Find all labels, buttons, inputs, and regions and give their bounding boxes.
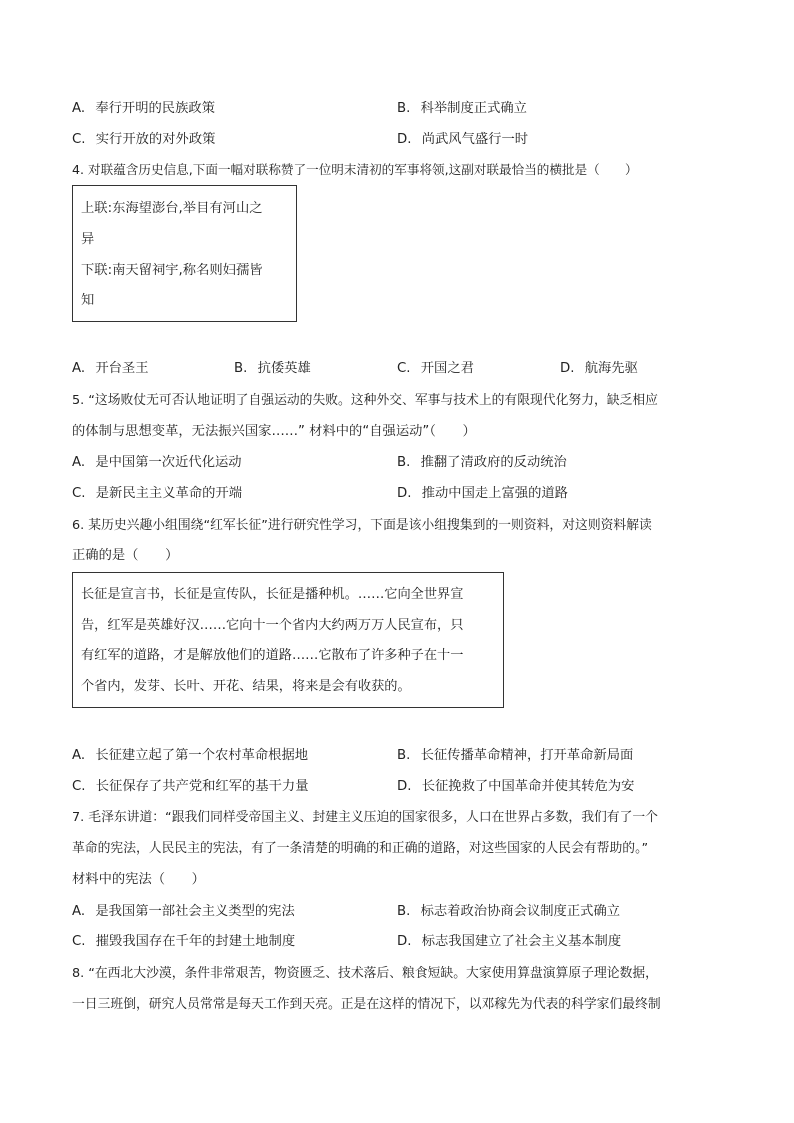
q7-option-c[interactable] — [72, 932, 295, 952]
option-text: 摧毁我国存在千年的封建土地制度 — [95, 934, 296, 949]
q4-option-c[interactable] — [397, 359, 474, 379]
option-text: 标志我国建立了社会主义基本制度 — [421, 934, 622, 949]
q6-option-c[interactable] — [72, 777, 309, 797]
option-letter: A. — [72, 904, 86, 919]
option-letter: D. — [397, 934, 412, 949]
q7-option-d[interactable] — [397, 932, 621, 952]
option-letter: B. — [397, 904, 411, 919]
q5-option-c[interactable] — [72, 484, 242, 504]
option-text: 开国之君 — [420, 361, 474, 376]
q5-option-b[interactable] — [397, 453, 567, 473]
option-letter: A. — [72, 455, 86, 470]
option-letter: D. — [397, 486, 412, 501]
option-letter: B. — [397, 748, 411, 763]
option-letter: A. — [72, 101, 86, 116]
q4-couplet-box — [72, 185, 297, 322]
q4-option-b[interactable] — [234, 359, 311, 379]
option-text: 长征建立起了第一个农村革命根据地 — [95, 748, 309, 763]
q3-option-c[interactable] — [72, 130, 215, 150]
q6-box-line: 长征是宣言书，长征是宣传队，长征是播种机。……它向全世界宣 — [81, 587, 464, 602]
option-letter: C. — [72, 779, 86, 794]
option-letter: D. — [397, 779, 412, 794]
q7-option-a[interactable] — [72, 902, 295, 922]
option-text: 是我国第一部社会主义类型的宪法 — [95, 904, 295, 919]
q7-option-b[interactable] — [397, 902, 620, 922]
option-text: 科举制度正式确立 — [420, 101, 527, 116]
option-text: 标志着政治协商会议制度正式确立 — [420, 904, 621, 919]
q4-box-line: 异 — [81, 232, 95, 247]
option-text: 推翻了清政府的反动统治 — [420, 455, 567, 470]
option-letter: B. — [397, 101, 411, 116]
option-text: 航海先驱 — [584, 361, 638, 376]
option-letter: B. — [397, 455, 411, 470]
option-letter: B. — [234, 361, 248, 376]
q6-box-line: 个省内，发芽、长叶、开花、结果，将来是会有收获的。 — [81, 679, 411, 694]
q4-stem: 4. 对联蕴含历史信息,下面一幅对联称赞了一位明末清初的军事将领,这副对联最恰当的横批是（ ） — [72, 162, 638, 177]
option-text: 实行开放的对外政策 — [95, 132, 216, 147]
q4-box-line: 下联:南天留祠宇,称名则妇孺皆 — [81, 263, 263, 278]
q3-option-d[interactable] — [397, 130, 528, 150]
option-text: 长征挽救了中国革命并使其转危为安 — [421, 779, 635, 794]
q4-option-a[interactable] — [72, 359, 149, 379]
q5-option-d[interactable] — [397, 484, 568, 504]
option-letter: C. — [72, 486, 86, 501]
q5-stem-line: 5. “这场败仗无可否认地证明了自强运动的失败。这种外交、军事与技术上的有限现代化努力，缺乏相应 — [72, 393, 658, 408]
option-text: 抗倭英雄 — [257, 361, 311, 376]
option-letter: D. — [560, 361, 575, 376]
q5-stem-line: 的体制与思想变革，无法振兴国家……” 材料中的“自强运动”（ ） — [72, 424, 476, 439]
option-text: 是新民主主义革命的开端 — [95, 486, 243, 501]
q6-box-line: 有红军的道路，才是解放他们的道路……它散布了许多种子在十一 — [81, 648, 464, 663]
option-text: 长征保存了共产党和红军的基干力量 — [95, 779, 309, 794]
option-text: 长征传播革命精神，打开革命新局面 — [420, 748, 634, 763]
q5-option-a[interactable] — [72, 453, 242, 473]
q4-option-d[interactable] — [560, 359, 638, 379]
q6-box-line: 告，红军是英雄好汉……它向十一个省内大约两万万人民宣布，只 — [81, 618, 464, 633]
q4-box-line: 知 — [81, 293, 95, 308]
q6-option-d[interactable] — [397, 777, 634, 797]
q4-box-line: 上联:东海望澎台,举目有河山之 — [81, 201, 263, 216]
q3-option-b[interactable] — [397, 99, 527, 119]
q7-stem-line: 7. 毛泽东讲道：“跟我们同样受帝国主义、封建主义压迫的国家很多，人口在世界占多数，我们有了一个 — [72, 810, 658, 825]
option-letter: C. — [397, 361, 411, 376]
option-text: 推动中国走上富强的道路 — [421, 486, 568, 501]
q7-stem-line: 材料中的宪法（ ） — [72, 872, 205, 887]
q6-option-b[interactable] — [397, 746, 633, 766]
option-text: 奉行开明的民族政策 — [95, 101, 215, 116]
option-letter: A. — [72, 748, 86, 763]
option-text: 开台圣王 — [95, 361, 149, 376]
option-text: 是中国第一次近代化运动 — [95, 455, 242, 470]
option-letter: C. — [72, 934, 86, 949]
option-text: 尚武风气盛行一时 — [421, 132, 529, 147]
option-letter: D. — [397, 132, 412, 147]
option-letter: A. — [72, 361, 86, 376]
q6-quote-box — [72, 572, 504, 708]
q7-stem-line: 革命的宪法，人民民主的宪法，有了一条清楚的明确的和正确的道路，对这些国家的人民会有帮助的。” — [72, 841, 649, 856]
q8-stem-line: 一日三班倒，研究人员常常是每天工作到天亮。正是在这样的情况下，以邓稼先为代表的科学家们最终制 — [72, 997, 661, 1012]
q3-option-a[interactable] — [72, 99, 215, 119]
q6-stem-line: 6. 某历史兴趣小组围绕“红军长征”进行研究性学习，下面是该小组搜集到的一则资料，对这则资料解读 — [72, 518, 652, 533]
option-letter: C. — [72, 132, 86, 147]
q8-stem-line: 8. “在西北大沙漠，条件非常艰苦，物资匮乏、技术落后、粮食短缺。大家使用算盘演算原子理论数据， — [72, 966, 658, 981]
q6-option-a[interactable] — [72, 746, 308, 766]
q6-stem-line: 正确的是（ ） — [72, 548, 179, 563]
